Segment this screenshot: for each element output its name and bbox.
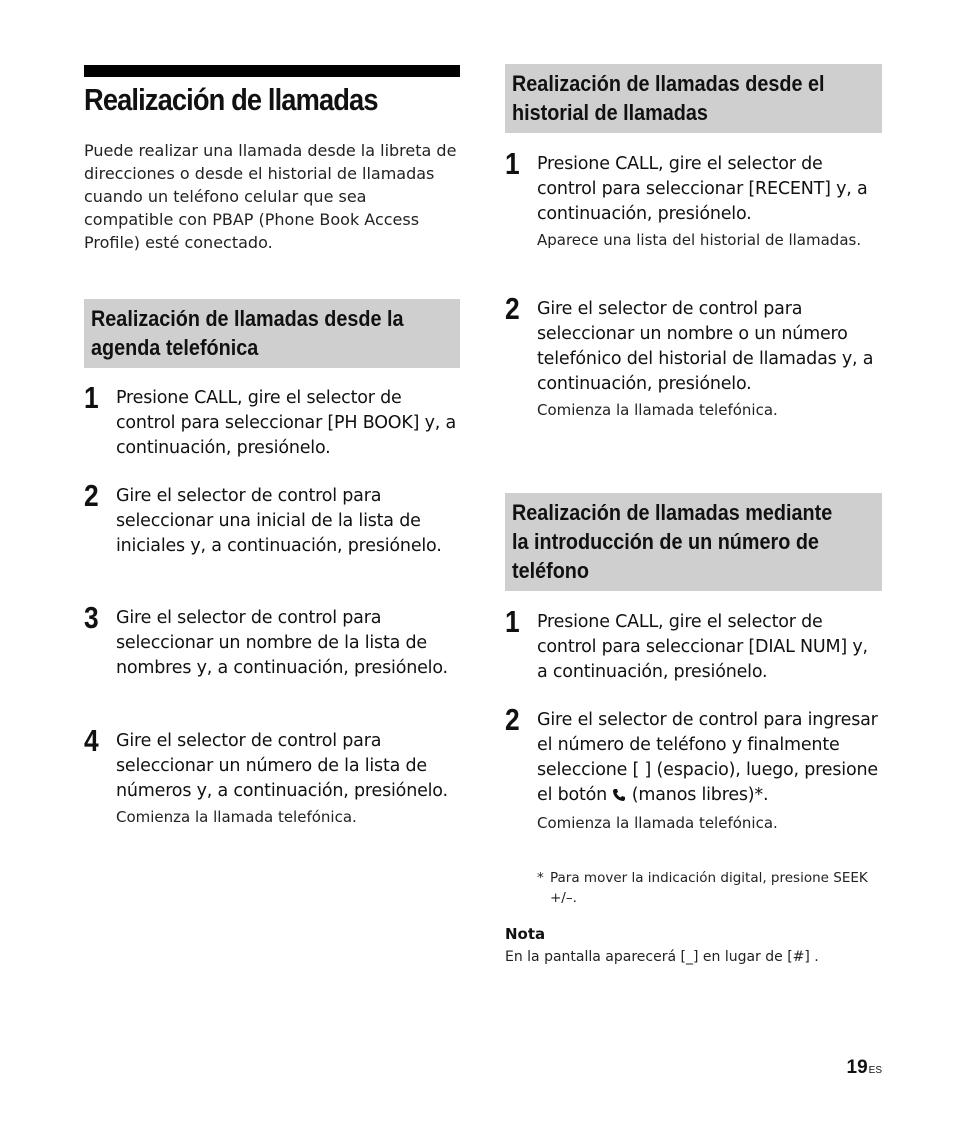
footnote: [537, 868, 877, 908]
section-heading-history: [505, 64, 882, 133]
page-number-value: 19: [846, 1057, 868, 1078]
step-number: 2: [84, 478, 99, 513]
step-note: Comienza la llamada telefónica.: [537, 401, 778, 419]
step-note: Comienza la llamada telefónica.: [537, 814, 778, 832]
step-text: Presione CALL, gire el selector de control para seleccionar [RECENT] y, a continuación, presiónelo.: [537, 154, 868, 224]
step-text: Gire el selector de control para seleccionar un nombre o un número telefónico del historial de llamadas y, a continuación, presiónelo.: [537, 299, 874, 394]
step-text-part: Gire el selector de control para ingresar el número de teléfono y finalmente seleccione [ ] (espacio), luego, presione el botón: [537, 710, 878, 805]
step-number: 3: [84, 600, 99, 635]
step-number: 4: [84, 723, 99, 758]
history-step-2: [505, 291, 882, 422]
step-number: 1: [84, 380, 99, 415]
section-heading-line: historial de llamadas: [512, 100, 708, 125]
step-number: 2: [505, 291, 520, 326]
step-text: Gire el selector de control para seleccionar un número de la lista de números y, a continuación, presiónelo.: [116, 731, 448, 801]
step-number: 2: [505, 702, 520, 737]
title-rule: [84, 65, 460, 77]
phone-handset-icon: [612, 785, 626, 810]
step-number: 1: [505, 146, 520, 181]
section-heading-line: Realización de llamadas desde el: [512, 71, 825, 96]
nota-text: En la pantalla aparecerá [_] en lugar de [#] .: [505, 949, 819, 965]
step-note: Aparece una lista del historial de llamadas.: [537, 231, 862, 249]
section-heading-line: Realización de llamadas desde la: [91, 306, 404, 331]
intro-paragraph: Puede realizar una llamada desde la libreta de direcciones o desde el historial de llamadas cuando un teléfono celular que sea compatible con PBAP (Phone Book Access Profile) esté conectado.: [84, 141, 457, 252]
step-text: Presione CALL, gire el selector de control para seleccionar [PH BOOK] y, a continuación, presiónelo.: [116, 388, 457, 458]
step-text: Gire el selector de control para seleccionar un nombre de la lista de nombres y, a continuación, presiónelo.: [116, 608, 448, 678]
dial-step-1: [505, 604, 882, 685]
section-heading-line: la introducción de un número de: [512, 529, 819, 554]
step-text-part: (manos libres)*.: [626, 785, 769, 805]
step-note: Comienza la llamada telefónica.: [116, 808, 357, 826]
section-heading-dial-number: [505, 493, 882, 591]
section-heading-phonebook: [84, 299, 460, 368]
phonebook-step-3: [84, 600, 461, 681]
section-heading-line: teléfono: [512, 558, 590, 583]
step-number: 1: [505, 604, 520, 639]
footnote-mark: *: [537, 870, 544, 886]
nota-label: Nota: [505, 925, 546, 943]
phonebook-step-1: [84, 380, 461, 461]
page-language-code: ES: [868, 1065, 882, 1076]
page-title: Realización de llamadas: [84, 82, 378, 117]
page-number: [847, 1057, 882, 1079]
step-text: [537, 708, 882, 810]
phonebook-step-4: [84, 723, 461, 829]
section-heading-line: Realización de llamadas mediante: [512, 500, 833, 525]
step-text: Gire el selector de control para seleccionar una inicial de la lista de iniciales y, a continuación, presiónelo.: [116, 486, 442, 556]
history-step-1: [505, 146, 882, 252]
dial-step-2: [505, 702, 882, 835]
section-heading-line: agenda telefónica: [91, 335, 259, 360]
step-text: Presione CALL, gire el selector de control para seleccionar [DIAL NUM] y, a continuación, presiónelo.: [537, 612, 868, 682]
footnote-text: Para mover la indicación digital, presione SEEK +/–.: [550, 870, 868, 906]
phonebook-step-2: [84, 478, 461, 559]
